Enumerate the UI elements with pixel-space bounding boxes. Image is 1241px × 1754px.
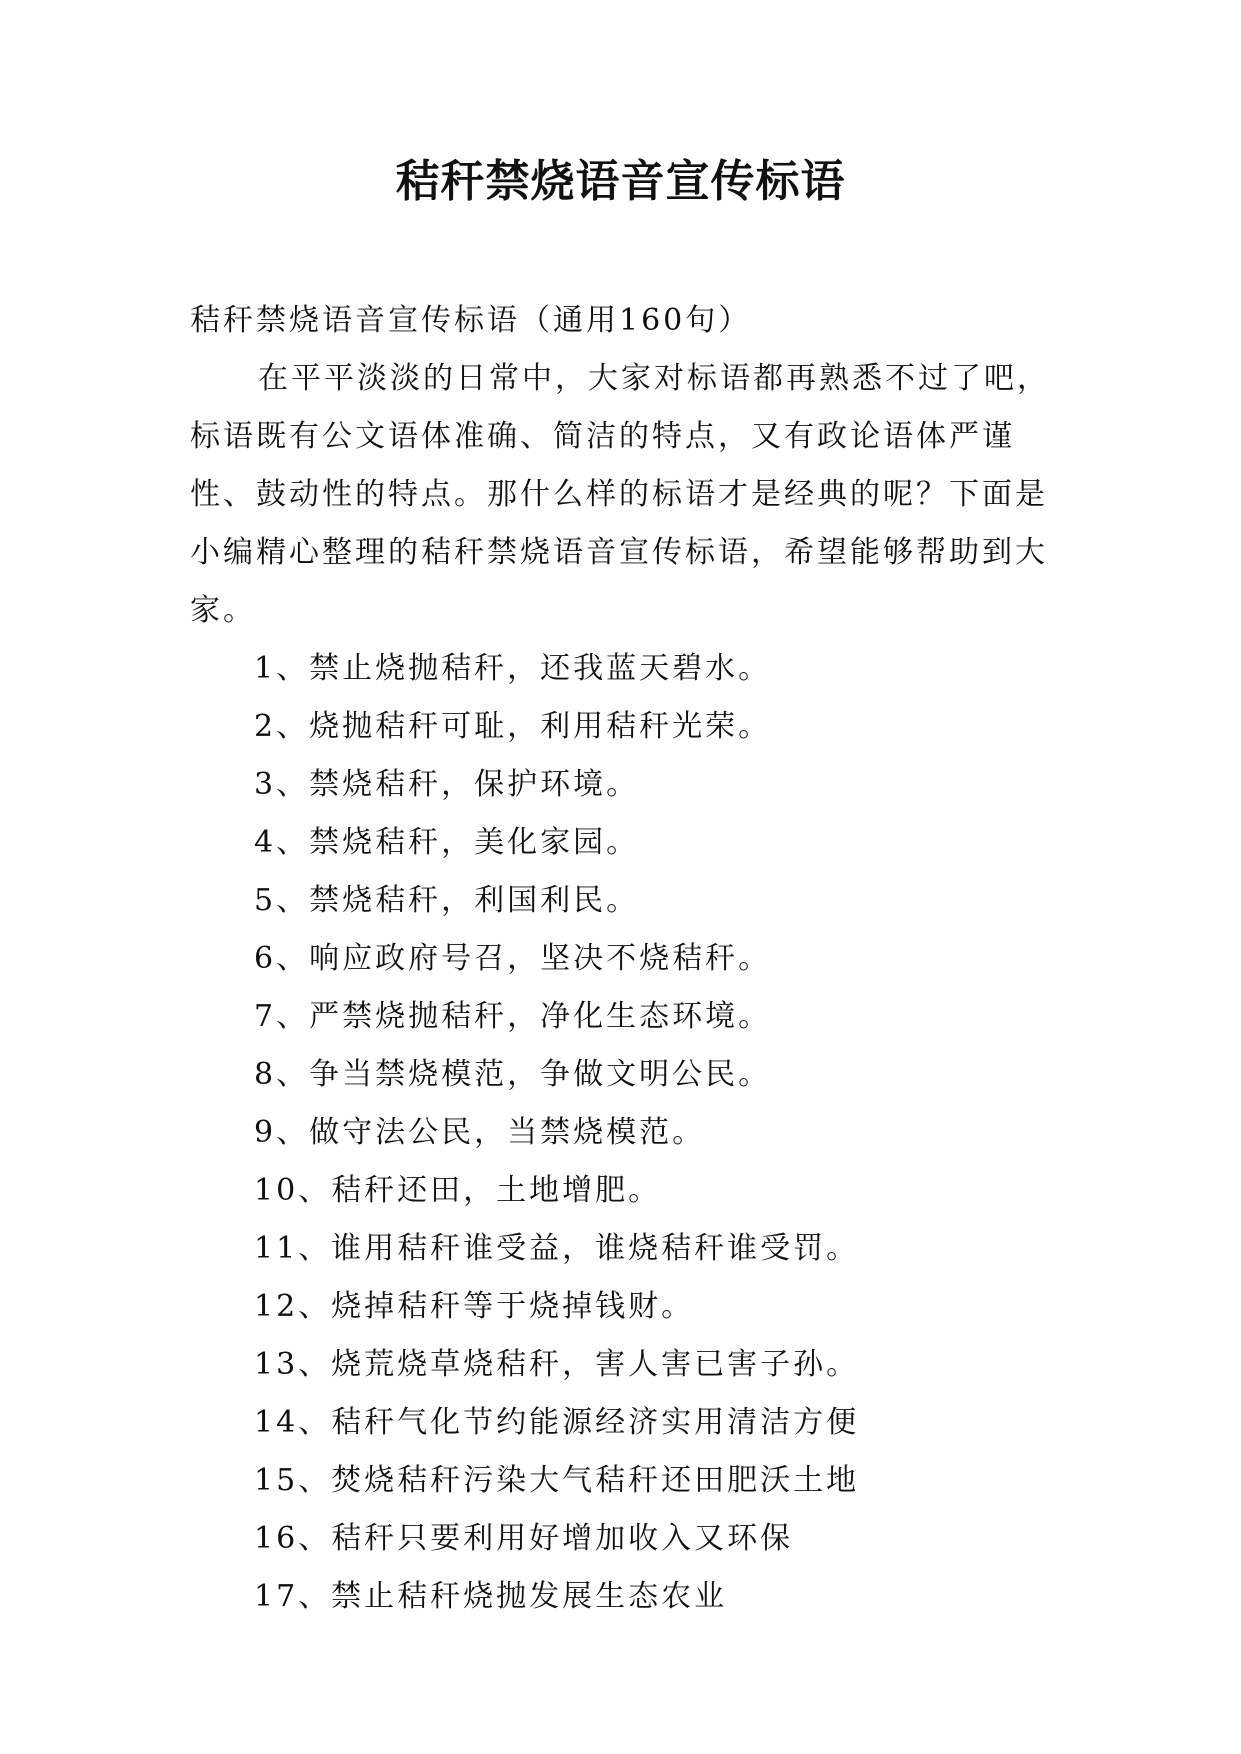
list-item: 15、焚烧秸秆污染大气秸秆还田肥沃土地 bbox=[254, 1463, 860, 1498]
list-item: 2、烧抛秸秆可耻，利用秸秆光荣。 bbox=[254, 709, 772, 744]
list-item: 14、秸秆气化节约能源经济实用清洁方便 bbox=[254, 1405, 860, 1440]
list-item: 5、禁烧秸秆，利国利民。 bbox=[254, 883, 640, 918]
list-item: 4、禁烧秸秆，美化家园。 bbox=[254, 825, 640, 860]
list-item: 17、禁止秸秆烧抛发展生态农业 bbox=[254, 1579, 728, 1614]
list-item: 1、禁止烧抛秸秆，还我蓝天碧水。 bbox=[254, 651, 772, 686]
document-subtitle: 秸秆禁烧语音宣传标语（通用160句） bbox=[190, 303, 752, 338]
list-item: 3、禁烧秸秆，保护环境。 bbox=[254, 767, 640, 802]
list-item: 9、做守法公民，当禁烧模范。 bbox=[254, 1115, 706, 1150]
list-item: 13、烧荒烧草烧秸秆，害人害已害子孙。 bbox=[254, 1347, 860, 1382]
list-item: 8、争当禁烧模范，争做文明公民。 bbox=[254, 1057, 772, 1092]
list-item: 12、烧掉秸秆等于烧掉钱财。 bbox=[254, 1289, 695, 1324]
list-item: 6、响应政府号召，坚决不烧秸秆。 bbox=[254, 941, 772, 976]
list-item: 11、谁用秸秆谁受益，谁烧秸秆谁受罚。 bbox=[254, 1231, 860, 1266]
list-item: 10、秸秆还田，土地增肥。 bbox=[254, 1173, 662, 1208]
list-item: 16、秸秆只要利用好增加收入又环保 bbox=[254, 1521, 794, 1556]
document-title: 秸秆禁烧语音宣传标语 bbox=[395, 156, 846, 207]
list-item: 7、严禁烧抛秸秆，净化生态环境。 bbox=[254, 999, 772, 1034]
intro-paragraph: 在平平淡淡的日常中，大家对标语都再熟悉不过了吧，标语既有公文语体准确、简洁的特点，又有政论语体严谨性、鼓动性的特点。那什么样的标语才是经典的呢？下面是小编精心整理的秸秆禁烧语音宣传标语，希望能够帮助到大家。 bbox=[190, 361, 1050, 628]
document-body bbox=[190, 292, 1080, 1626]
